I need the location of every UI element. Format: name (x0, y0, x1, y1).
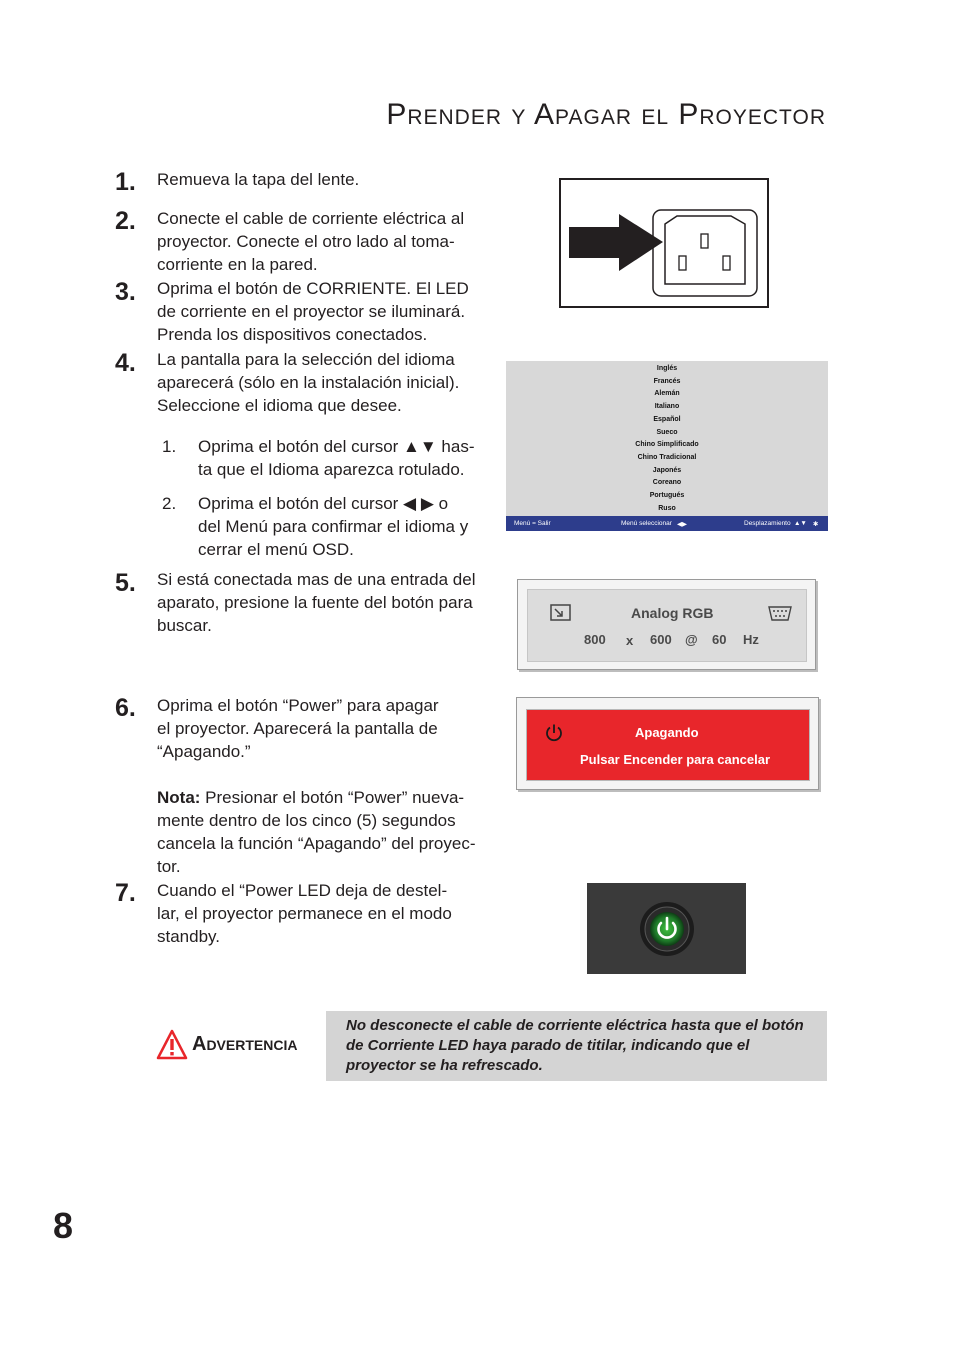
step-4-sub-1-text: Oprima el botón del cursor ▲▼ has- ta que el Idioma aparezca rotulado. (198, 437, 475, 479)
power-socket-icon (561, 180, 767, 306)
shutdown-title: Apagando (635, 725, 699, 740)
step-4-number: 4. (115, 349, 136, 377)
page-number: 8 (53, 1205, 74, 1246)
language-option[interactable]: Alemán (654, 390, 680, 398)
language-option[interactable]: Chino Tradicional (637, 453, 697, 461)
step-6-text: Oprima el botón “Power” para apagar el proyector. Aparecerá la pantalla de “Apagando.” (157, 696, 439, 761)
refresh-at: @ (685, 632, 698, 647)
language-selection-menu (506, 361, 828, 531)
step-7-text: Cuando el “Power LED deja de destel- lar, el proyector permanece en el modo standby. (157, 881, 452, 946)
up-down-arrows-icon: ▲▼ (794, 520, 807, 527)
language-option[interactable]: Ruso (658, 504, 676, 512)
power-socket-illustration (559, 178, 769, 308)
refresh-rate: 60 (712, 632, 727, 647)
step-6-number: 6. (115, 694, 136, 722)
step-2-text: Conecte el cable de corriente eléctrica al proyector. Conecte el otro lado al toma- corriente en la pared. (157, 209, 465, 274)
menu-select-hint: Menú seleccionar (621, 520, 672, 527)
step-4-sub-1-number: 1. (162, 437, 177, 456)
language-option[interactable]: Coreano (652, 479, 682, 487)
resolution-height: 600 (650, 632, 672, 647)
language-list (506, 363, 828, 515)
power-icon (544, 723, 564, 743)
step-1-number: 1. (115, 168, 136, 196)
step-1-text: Remueva la tapa del lente. (157, 170, 360, 189)
step-7-number: 7. (115, 879, 136, 907)
shutdown-osd (516, 697, 819, 790)
language-option[interactable]: Sueco (656, 428, 678, 436)
vga-connector-icon (768, 606, 792, 621)
source-label: Analog RGB (631, 605, 714, 621)
step-5-number: 5. (115, 569, 136, 597)
page-title: Prender y Apagar el Proyector (386, 98, 826, 131)
step-6-note: Nota: Presionar el botón “Power” nueva- mente dentro de los cinco (5) segundos cancela la función “Apagando” del proyec- tor. (157, 788, 476, 876)
step-3-text: Oprima el botón de CORRIENTE. El LED de corriente en el proyector se iluminará. Prenda los dispositivos conectados. (157, 279, 469, 344)
step-4-text: La pantalla para la selección del idioma aparecerá (sólo en la instalación inicial). Seleccione el idioma que desee. (157, 350, 460, 415)
resolution-width: 800 (584, 632, 606, 647)
standby-power-button-photo (587, 883, 746, 974)
step-4-sub-2-number: 2. (162, 494, 177, 513)
menu-exit-hint: Menú = Salir (514, 520, 551, 527)
resolution-times: x (626, 633, 634, 648)
language-option[interactable]: Inglés (656, 365, 678, 372)
language-option[interactable]: Francés (653, 377, 681, 385)
shutdown-cancel-hint: Pulsar Encender para cancelar (580, 752, 771, 767)
source-info-osd (517, 579, 816, 670)
input-source-icon (550, 604, 572, 622)
step-3-number: 3. (115, 278, 136, 306)
language-option[interactable]: Italiano (654, 403, 680, 411)
step-2-number: 2. (115, 207, 136, 235)
left-right-arrows-icon: ◀▶ (677, 521, 687, 528)
warning-label: Advertencia (192, 1033, 298, 1055)
menu-status-bar (506, 516, 828, 531)
language-option[interactable]: Portugués (649, 492, 685, 500)
menu-scroll-hint: Desplazamiento (744, 520, 791, 527)
warning-box (326, 1011, 827, 1081)
warning-text: No desconecte el cable de corriente eléctrica hasta que el botón de Corriente LED haya parado de titilar, indicando que el proyector se ha refrescado. (346, 1017, 804, 1074)
note-label: Nota: (157, 788, 201, 807)
language-option[interactable]: Japonés (652, 466, 682, 474)
step-4-sub-2-text: Oprima el botón del cursor ◀ ▶ o del Menú para confirmar el idioma y cerrar el menú OSD. (198, 494, 469, 559)
step-5-text: Si está conectada mas de una entrada del aparato, presione la fuente del botón para buscar. (157, 570, 476, 635)
language-option[interactable]: Español (653, 415, 681, 423)
language-option[interactable]: Chino Simplificado (635, 441, 699, 449)
refresh-unit: Hz (743, 632, 759, 647)
warning-icon (156, 1029, 188, 1061)
settings-icon: ✱ (813, 521, 819, 528)
power-button-icon (587, 883, 746, 974)
